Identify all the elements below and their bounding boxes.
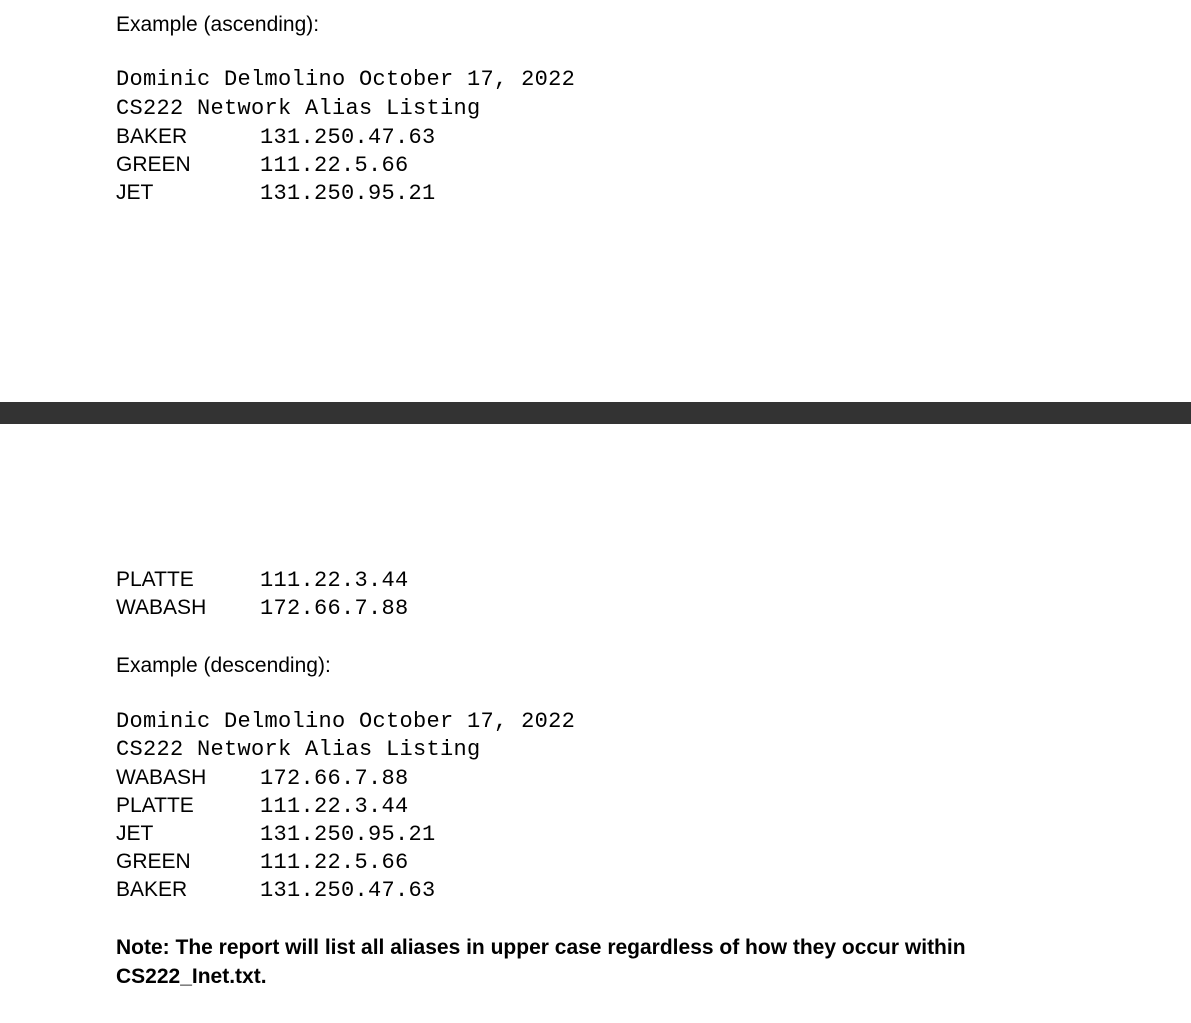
page-break-gap — [0, 402, 1191, 424]
ip-cell: 131.250.95.21 — [260, 822, 436, 847]
ip-cell: 172.66.7.88 — [260, 596, 409, 621]
alias-cell: PLATTE — [116, 794, 194, 817]
alias-cell: BAKER — [116, 878, 188, 901]
ip-cell: 131.250.47.63 — [260, 125, 436, 150]
document-page-top — [0, 0, 1191, 402]
ascending-example-label: Example (ascending): — [116, 13, 320, 36]
alias-cell: WABASH — [116, 596, 207, 619]
descending-example-label: Example (descending): — [116, 654, 331, 677]
alias-cell: PLATTE — [116, 568, 194, 591]
document-page-bottom — [0, 424, 1191, 1023]
ip-cell: 111.22.5.66 — [260, 850, 409, 875]
alias-cell: BAKER — [116, 125, 188, 148]
report-header-author-date: Dominic Delmolino October 17, 2022 — [116, 709, 576, 734]
ip-cell: 111.22.3.44 — [260, 568, 409, 593]
ip-cell: 131.250.95.21 — [260, 181, 436, 206]
alias-cell: JET — [116, 822, 154, 845]
alias-cell: GREEN — [116, 153, 191, 176]
ip-cell: 131.250.47.63 — [260, 878, 436, 903]
report-header-title: CS222 Network Alias Listing — [116, 737, 481, 762]
report-header-author-date: Dominic Delmolino October 17, 2022 — [116, 67, 576, 92]
alias-cell: WABASH — [116, 766, 207, 789]
alias-cell: JET — [116, 181, 154, 204]
ip-cell: 111.22.5.66 — [260, 153, 409, 178]
ip-cell: 172.66.7.88 — [260, 766, 409, 791]
alias-cell: GREEN — [116, 850, 191, 873]
note-line-2: CS222_Inet.txt. — [116, 965, 267, 988]
note-line-1: Note: The report will list all aliases in upper case regardless of how they occur within — [116, 936, 966, 959]
report-header-title: CS222 Network Alias Listing — [116, 96, 481, 121]
ip-cell: 111.22.3.44 — [260, 794, 409, 819]
